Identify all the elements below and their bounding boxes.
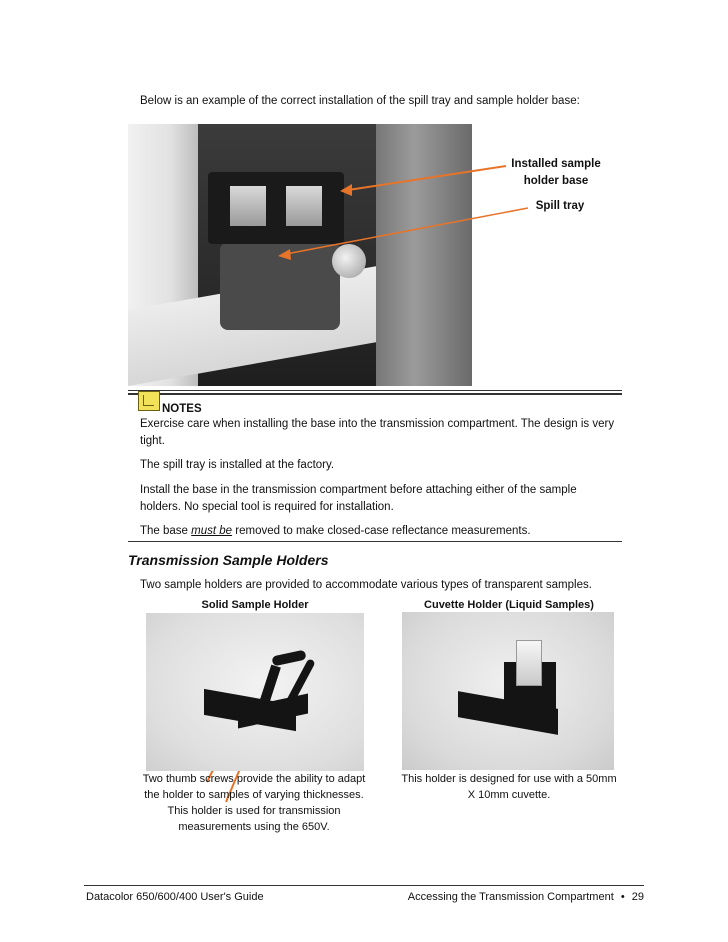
note-item-removal (140, 523, 616, 540)
notes-rule-bottom (128, 393, 622, 395)
section-intro: Two sample holders are provided to accommodate various types of transparent samples. (140, 579, 592, 591)
footer-chapter-title: Accessing the Transmission Compartment (407, 891, 614, 903)
notes-rule-end (128, 541, 622, 542)
callout-installed-sample-holder-base: Installed sample holder base (511, 158, 601, 187)
footer-rule (84, 885, 644, 886)
callout-spill-tray: Spill tray (535, 200, 585, 212)
arrow-to-tray (286, 208, 528, 254)
notes-heading: NOTES (162, 403, 202, 415)
solid-sample-holder-photo (146, 613, 364, 771)
arrowhead-tray (278, 249, 291, 260)
note-text: The base (140, 525, 192, 537)
note-item: Install the base in the transmission compartment before attaching either of the sample holders. No special tool is required for installation. (140, 484, 577, 513)
cuvette-holder-caption: This holder is designed for use with a 50mm X 10mm cuvette. (401, 773, 617, 801)
footer-bullet: • (620, 891, 625, 903)
solid-holder-title: Solid Sample Holder (201, 599, 309, 611)
cuvette-holder-photo (402, 612, 614, 770)
footer-page-info (408, 891, 644, 903)
cuvette-holder-title: Cuvette Holder (Liquid Samples) (424, 599, 594, 611)
arrow-to-base (348, 166, 506, 190)
intro-text: Below is an example of the correct installation of the spill tray and sample holder base: (140, 95, 580, 107)
footer-guide-title: Datacolor 650/600/400 User's Guide (86, 891, 264, 903)
note-item: Exercise care when installing the base into the transmission compartment. The design is very tight. (140, 418, 615, 447)
arrowhead-base (340, 184, 352, 196)
section-heading: Transmission Sample Holders (128, 552, 329, 568)
page-number: 29 (631, 891, 644, 903)
note-text: removed to make closed-case reflectance measurements. (232, 525, 531, 537)
note-item: The spill tray is installed at the factory. (140, 459, 335, 471)
notes-rule-top (128, 390, 622, 391)
solid-holder-caption: Two thumb screws provide the ability to adapt the holder to samples of varying thicknesses. This holder is used for transmission measurements using the 650V. (142, 773, 366, 833)
note-emphasis: must be (191, 525, 233, 537)
note-icon (138, 391, 160, 411)
